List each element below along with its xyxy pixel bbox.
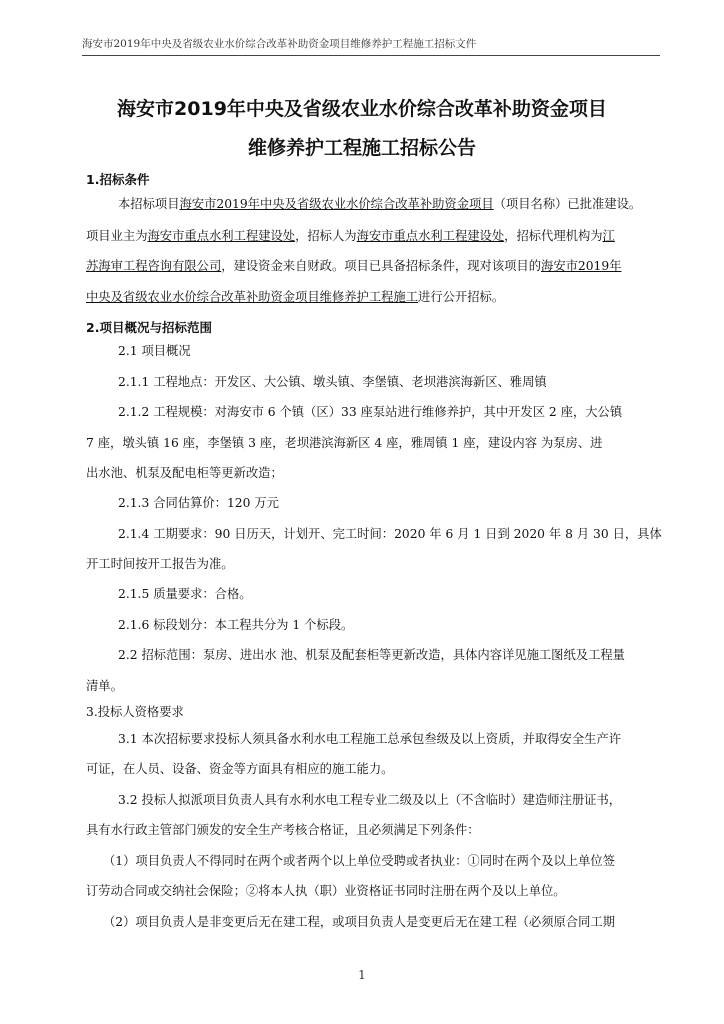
s1-text: ，招标人为 [295, 229, 357, 243]
s1-text: 项目业主为 [86, 229, 148, 243]
s2-p214-line-2: 开工时间按开工报告为准。 [86, 557, 234, 571]
s3-p32-line-2: 具有水行政主管部门颁发的安全生产考核合格证，且必须满足下列条件： [86, 823, 480, 837]
s2-p216: 2.1.6 标段划分：本工程共分为 1 个标段。 [118, 618, 354, 632]
s1-underlined: 海安市重点水利工程建设处 [356, 229, 505, 243]
s2-p213: 2.1.3 合同估算价：120 万元 [118, 496, 279, 510]
section-2-heading: 2.项目概况与招标范围 [86, 320, 212, 335]
s1-text: ，建设资金来自财政。项目已具备招标条件，现对该项目的 [221, 259, 542, 273]
s3-p31-line-1: 3.1 本次招标要求投标人须具备水利水电工程施工总承包叁级及以上资质，并取得安全生产许 [118, 732, 622, 746]
s1-line-3 [86, 258, 622, 274]
section-1-heading: 1.招标条件 [86, 172, 150, 187]
page-number: 1 [358, 968, 366, 982]
s1-underlined: 苏海审工程咨询有限公司 [86, 259, 222, 273]
s2-p212-line-1: 2.1.2 工程规模：对海安市 6 个镇（区）33 座泵站进行维修养护，其中开发区 2 座，大公镇 [118, 405, 623, 419]
s2-p22-line-2: 清单。 [86, 679, 123, 693]
s1-underlined: 海安市重点水利工程建设处 [147, 229, 296, 243]
s1-text: 进行公开招标。 [418, 290, 505, 304]
s1-text: 本招标项目 [118, 197, 180, 211]
s3-cond1-line-1: （1）项目负责人不得同时在两个或者两个以上单位受聘或者执业：①同时在两个及以上单位签 [103, 854, 615, 868]
s3-p31-line-2: 可证，在人员、设备、资金等方面具有相应的施工能力。 [86, 762, 394, 776]
s3-cond2-line-1: （2）项目负责人是非变更后无在建工程，或项目负责人是变更后无在建工程（必须原合同工期 [103, 915, 615, 929]
s2-p212-line-2: 7 座，墩头镇 16 座，李堡镇 3 座，老坝港滨海新区 4 座，雅周镇 1 座，建设内容 为泵房、进 [86, 436, 603, 450]
s1-underlined: 中央及省级农业水价综合改革补助资金项目维修养护工程施工 [86, 290, 419, 304]
s2-p215: 2.1.5 质量要求：合格。 [118, 587, 252, 601]
s2-p21: 2.1 项目概况 [118, 344, 191, 358]
s1-underlined: 海安市2019年中央及省级农业水价综合改革补助资金项目 [179, 197, 494, 211]
s2-p22-line-1: 2.2 招标范围：泵房、进出水 池、机泵及配套柜等更新改造，具体内容详见施工图纸及工程量 [118, 648, 625, 662]
s1-line-1 [118, 196, 641, 212]
title-line-2: 维修养护工程施工招标公告 [247, 137, 476, 159]
s1-underlined: 江 [602, 229, 615, 243]
s3-p32-line-1: 3.2 投标人拟派项目负责人具有水利水电工程专业二级及以上（不含临时）建造师注册证书， [118, 793, 622, 807]
s1-text: ，招标代理机构为 [504, 229, 603, 243]
s2-p212-line-3: 出水池、机泵及配电柜等更新改造； [86, 466, 283, 480]
s1-line-4 [86, 289, 504, 305]
s1-line-2 [86, 228, 615, 244]
section-3-heading: 3.投标人资格要求 [86, 705, 184, 719]
s2-p211: 2.1.1 工程地点：开发区、大公镇、墩头镇、李堡镇、老坝港滨海新区、雅周镇 [118, 375, 547, 389]
s2-p214-line-1: 2.1.4 工期要求：90 日历天，计划开、完工时间：2020 年 6 月 1 日到 2020 年 8 月 30 日，具体 [118, 527, 662, 541]
s3-cond1-line-2: 订劳动合同或交纳社会保险；②将本人执（职）业资格证书同时注册在两个及以上单位。 [86, 884, 566, 898]
s1-underlined: 海安市2019年 [541, 259, 622, 273]
s1-text: （项目名称）已批准建设。 [493, 197, 642, 211]
title-line-1: 海安市2019年中央及省级农业水价综合改革补助资金项目 [117, 98, 607, 120]
document-header: 海安市2019年中央及省级农业水价综合改革补助资金项目维修养护工程施工招标文件 [82, 36, 660, 56]
